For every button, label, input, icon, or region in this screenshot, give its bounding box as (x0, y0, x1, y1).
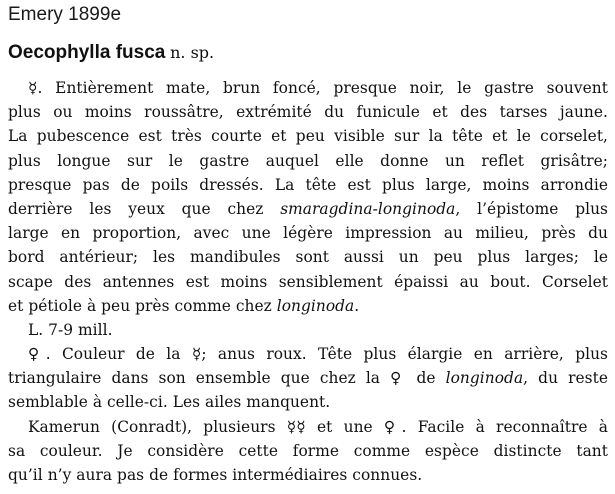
species-reference: smaragdina-longinoda (280, 199, 456, 218)
text-line: triangulaire dans son ensemble que chez la ♀ de longinoda, du reste (8, 369, 608, 388)
text-line: Kamerun (Conradt), plusieurs ☿☿ et une ♀. Facile à reconnaître à (28, 417, 608, 436)
text-line: bord antérieur; les mandibules sont aussi un peu plus larges; le (8, 248, 608, 267)
text-line: sa couleur. Je considère cette forme comme espèce distincte tant (8, 441, 608, 460)
species-reference: longinoda (445, 369, 524, 388)
text-line: scape des antennes est moins sensiblement épaissi au bout. Corselet (8, 272, 608, 291)
text-line: qu’il n’y aura pas de formes intermédiaires connues. (8, 466, 423, 484)
text-line: La pubescence est très courte et peu visible sur la tête et le corselet, (8, 127, 608, 146)
species-name: Oecophylla fusca (8, 42, 166, 63)
species-status: n. sp. (170, 43, 215, 62)
text-line: plus longue sur le gastre auquel elle donne un reflet grisâtre; (8, 151, 608, 170)
species-title (8, 42, 214, 64)
text-line: semblable à celle-ci. Les ailes manquent. (8, 393, 331, 412)
citation-header: Emery 1899e (8, 4, 122, 25)
description-text (8, 76, 608, 487)
text-line: presque pas de poils dressés. La tête est plus large, moins arrondie (8, 175, 608, 194)
text-line: L. 7-9 mill. (28, 320, 113, 339)
text-line: ☿. Entièrement mate, brun foncé, presque noir, le gastre souvent (28, 79, 608, 97)
text-line: derrière les yeux que chez smaragdina-longinoda, l’épistome plus (8, 199, 608, 218)
species-reference: longinoda (276, 296, 355, 315)
text-line: ♀. Couleur de la ☿; anus roux. Tête plus élargie en arrière, plus (28, 345, 608, 364)
text-line: et pétiole à peu près comme chez longinoda. (8, 296, 360, 315)
text-line: large en proportion, avec une légère impression au milieu, près du (8, 224, 608, 243)
text-line: plus ou moins roussâtre, extrémité du funicule et des tarses jaune. (8, 103, 608, 122)
